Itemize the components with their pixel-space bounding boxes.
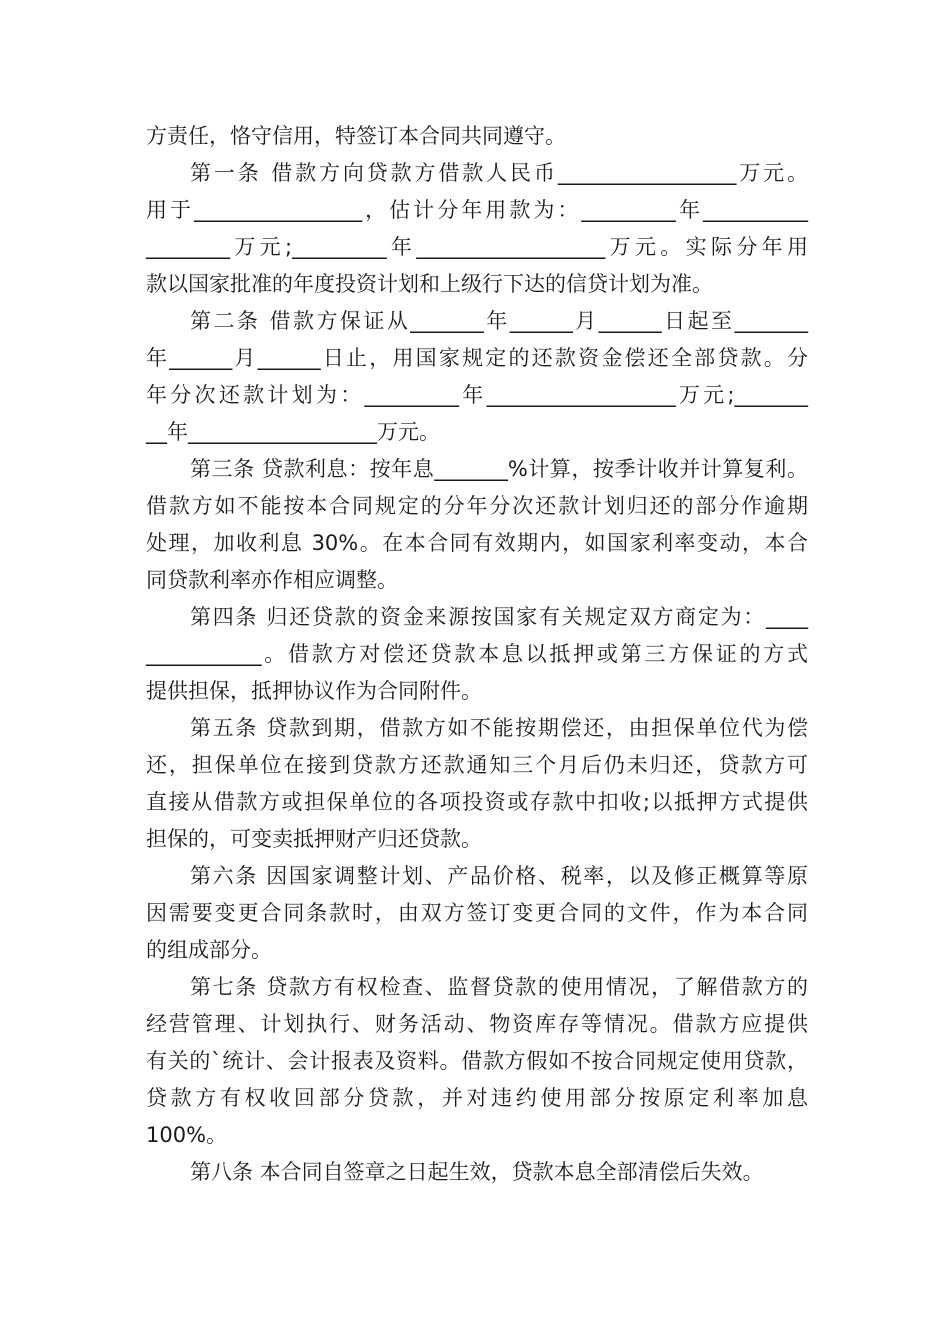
text-line: 借款方如不能按本合同规定的分年分次还款计划归还的部分作逾期	[146, 494, 808, 518]
text-line: 还，担保单位在接到贷款方还款通知三个月后仍未归还，贷款方可	[146, 753, 808, 777]
text-line: 第五条 贷款到期，借款方如不能按期偿还，由担保单位代为偿	[190, 716, 808, 740]
text-line: 第一条 借款方向贷款方借款人民币_________________万元。	[190, 161, 808, 185]
text-line: 同贷款利率亦作相应调整。	[146, 568, 398, 592]
text-line: 第三条 贷款利息：按年息_______%计算，按季计收并计算复利。	[190, 457, 808, 481]
text-line: 的组成部分。	[146, 938, 272, 962]
text-line: 第六条 因国家调整计划、产品价格、税率，以及修正概算等原	[190, 864, 808, 888]
text-line: 第四条 归还贷款的资金来源按国家有关规定双方商定为：____	[190, 605, 808, 629]
text-line: 直接从借款方或担保单位的各项投资或存款中扣收;以抵押方式提供	[146, 790, 808, 814]
contract-body	[146, 118, 808, 1191]
text-line: 100%。	[146, 1123, 228, 1147]
text-line: __年__________________万元。	[146, 420, 440, 444]
text-line: 提供担保，抵押协议作为合同附件。	[146, 679, 482, 703]
text-line: 用于________________，估计分年用款为：_________年__________	[146, 198, 808, 222]
text-line: ___________。借款方对偿还贷款本息以抵押或第三方保证的方式	[146, 642, 808, 666]
text-line: 处理，加收利息 30%。在本合同有效期内，如国家利率变动，本合	[146, 531, 808, 555]
text-line: 第八条 本合同自签章之日起生效，贷款本息全部清偿后失效。	[190, 1160, 764, 1184]
text-line: 经营管理、计划执行、财务活动、物资库存等情况。借款方应提供	[146, 1012, 808, 1036]
text-line: 款以国家批准的年度投资计划和上级行下达的信贷计划为准。	[146, 272, 713, 296]
text-line: 第七条 贷款方有权检查、监督贷款的使用情况，了解借款方的	[190, 975, 808, 999]
text-line: 第二条 借款方保证从_______年______月______日起至_______	[190, 309, 808, 333]
text-line: 因需要变更合同条款时，由双方签订变更合同的文件，作为本合同	[146, 901, 808, 925]
text-line: 担保的，可变卖抵押财产归还贷款。	[146, 827, 482, 851]
text-line: 有关的`统计、会计报表及资料。借款方假如不按合同规定使用贷款，	[146, 1049, 808, 1073]
text-line: 方责任，恪守信用，特签订本合同共同遵守。	[146, 124, 566, 148]
text-line: ________万元;_________年__________________万元。实际分年用	[146, 235, 808, 259]
text-line: 贷款方有权收回部分贷款，并对违约使用部分按原定利率加息	[146, 1086, 808, 1110]
text-line: 年______月______日止，用国家规定的还款资金偿还全部贷款。分	[146, 346, 808, 370]
text-line: 年分次还款计划为：_________年__________________万元;_______	[146, 383, 808, 407]
